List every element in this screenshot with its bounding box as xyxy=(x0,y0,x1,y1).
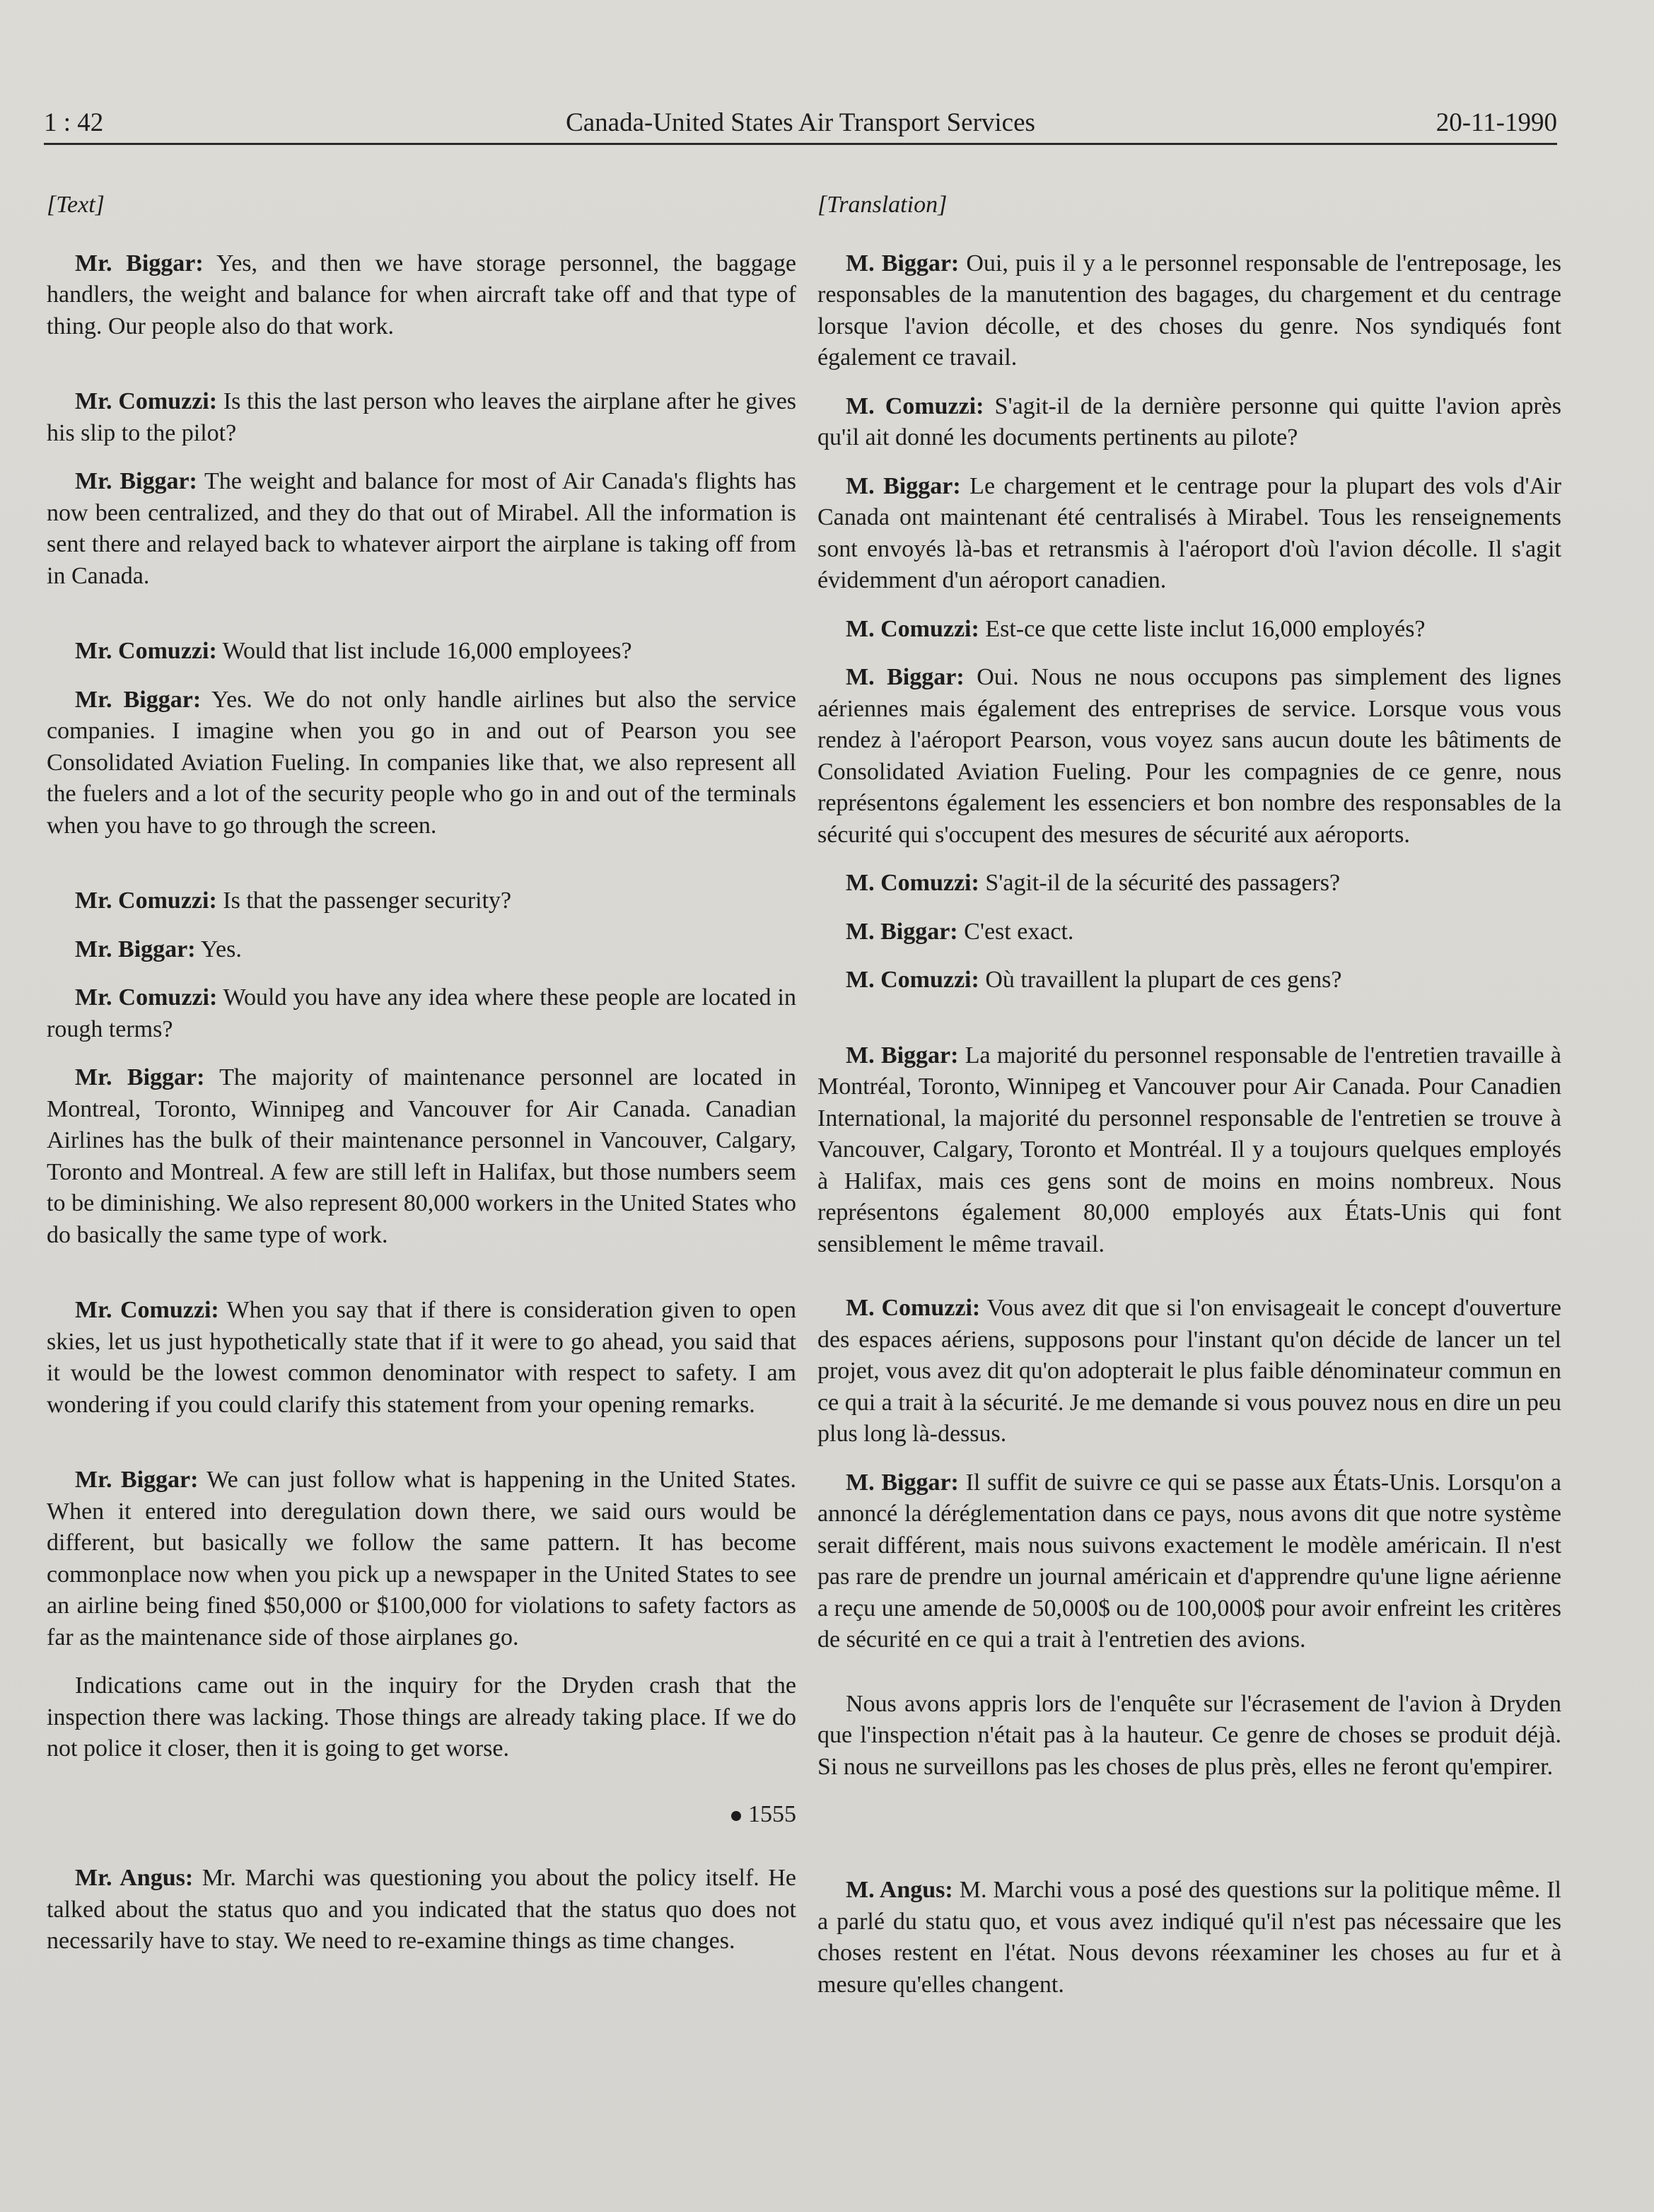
speaker: Mr. Comuzzi: xyxy=(75,638,217,664)
paragraph xyxy=(47,636,796,668)
speaker: M. Biggar: xyxy=(846,664,965,690)
paragraph xyxy=(817,1293,1561,1450)
paragraph xyxy=(817,662,1561,851)
speaker: M. Comuzzi: xyxy=(846,870,979,896)
speaker: M. Comuzzi: xyxy=(846,967,979,993)
speaker: M. Biggar: xyxy=(846,472,961,499)
english-column xyxy=(47,190,796,1957)
text-tag: [Text] xyxy=(47,192,105,218)
speech: Le chargement et le centrage pour la plupart des vols d'Air Canada ont maintenant été centralisés à Mirabel. Tous les renseignements sont envoyés là-bas et retransmis à l'aéroport d'où l'avion décolle. Il s'agit évidemment d'un aéroport canadien. xyxy=(817,472,1561,593)
paragraph xyxy=(47,386,796,449)
speaker: M. Biggar: xyxy=(846,1469,959,1496)
speech: The weight and balance for most of Air Canada's flights has now been centralized, and they do that out of Mirabel. All the information is sent there and relayed back to whatever airport the airplane is taking off from in Canada. xyxy=(47,468,796,589)
paragraph xyxy=(47,885,796,917)
speaker: Mr. Comuzzi: xyxy=(75,388,218,414)
speaker: Mr. Biggar: xyxy=(75,1064,205,1090)
paragraph xyxy=(817,916,1561,948)
speaker: Mr. Biggar: xyxy=(75,250,204,276)
speaker: M. Comuzzi: xyxy=(846,615,979,642)
timestamp: 1555 xyxy=(47,1799,796,1831)
speech: Yes. We do not only handle airlines but also the service companies. I imagine when you go in and out of Pearson you see Consolidated Aviation Fueling. In companies like that, we also represent all the fuelers and a lot of the security people who go in and out of the terminals when you have to go through the screen. xyxy=(47,686,796,839)
speech: Mr. Marchi was questioning you about the policy itself. He talked about the status quo and you indicated that the status quo does not necessarily have to stay. We need to re-examine things as time changes. xyxy=(47,1865,796,1954)
paragraph xyxy=(817,868,1561,900)
paragraph xyxy=(47,466,796,592)
paragraph xyxy=(817,1875,1561,2001)
speech: Vous avez dit que si l'on envisageait le concept d'ouverture des espaces aériens, supposons pour l'instant qu'on décide de lancer un tel projet, vous avez dit qu'on adopterait le plus faible dénominateur commun en ce qui a trait à la sécurité. Je me demande si vous pouvez nous en dire un peu plus long là-dessus. xyxy=(817,1295,1561,1447)
speech: C'est exact. xyxy=(957,918,1074,945)
speech: Yes. xyxy=(195,936,242,962)
speaker: M. Biggar: xyxy=(846,1042,959,1069)
speech: We can just follow what is happening in the United States. When it entered into deregulation down there, we said ours would be different, but basically we follow the same pattern. It has become commonplace now when you pick up a newspaper in the United States to see an airline being fined $50,000 or $100,000 for violations to safety factors as far as the maintenance side of those airplanes go. xyxy=(47,1467,796,1651)
speech: Est-ce que cette liste inclut 16,000 employés? xyxy=(979,615,1426,642)
page-number: 1 : 42 xyxy=(44,108,104,137)
speech: S'agit-il de la dernière personne qui quitte l'avion après qu'il ait donné les documents pertinents au pilote? xyxy=(817,392,1562,450)
speech: Oui. Nous ne nous occupons pas simplement des lignes aériennes mais également des entreprises de service. Lorsque vous vous rendez à l'aéroport Pearson, vous voyez sans aucun doute les bâtiments de Consolidated Aviation Fueling. Pour les compagnies de ce genre, nous représentons également les essenciers et bon nombre des responsables de la sécurité qui s'occupent des mesures de sécurité aux aéroports. xyxy=(817,664,1561,848)
speech: Où travaillent la plupart de ces gens? xyxy=(979,967,1342,993)
speaker: Mr. Comuzzi: xyxy=(75,984,218,1011)
paragraph xyxy=(817,1040,1561,1261)
speech: Is this the last person who leaves the airplane after he gives his slip to the pilot? xyxy=(47,388,797,446)
page-header xyxy=(44,106,1557,145)
paragraph xyxy=(817,965,1561,996)
french-column xyxy=(817,190,1561,2001)
speaker: Mr. Biggar: xyxy=(75,686,202,713)
speech: Oui, puis il y a le personnel responsable de l'entreposage, les responsables de la manutention des bagages, du chargement et du centrage lorsque l'avion décolle, et des choses du genre. Nos syndiqués font également ce travail. xyxy=(817,250,1561,371)
speech: The majority of maintenance personnel are located in Montreal, Toronto, Winnipeg and Vancouver for Air Canada. Canadian Airlines has the bulk of their maintenance personnel in Vancouver, Calgary, Toronto and Montreal. A few are still left in Halifax, but those numbers seem to be diminishing. We also represent 80,000 workers in the United States who do basically the same type of work. xyxy=(47,1064,796,1248)
speaker: M. Biggar: xyxy=(846,918,958,945)
speech: Would you have any idea where these people are located in rough terms? xyxy=(47,984,797,1042)
paragraph xyxy=(47,934,796,966)
paragraph xyxy=(47,982,796,1045)
paragraph xyxy=(47,1863,796,1957)
paragraph xyxy=(47,1062,796,1251)
paragraph xyxy=(47,1295,796,1421)
speaker: M. Comuzzi: xyxy=(846,392,984,419)
paragraph xyxy=(47,1465,796,1653)
paragraph xyxy=(817,1467,1561,1656)
translation-tag: [Translation] xyxy=(817,192,948,218)
speaker: Mr. Comuzzi: xyxy=(75,1297,219,1323)
speaker: Mr. Angus: xyxy=(75,1865,194,1891)
paragraph xyxy=(47,248,796,343)
speaker: Mr. Comuzzi: xyxy=(75,887,217,914)
paragraph xyxy=(817,471,1561,597)
speaker: M. Biggar: xyxy=(846,250,960,276)
speech: La majorité du personnel responsable de l'entretien travaille à Montréal, Toronto, Winnipeg et Vancouver pour Air Canada. Pour Canadien International, la majorité du personnel responsable de l'entretien se trouve à Vancouver, Calgary, Toronto et Montréal. Il y a toujours quelques employés à Halifax, mais ces gens sont de moins en moins nombreux. Nous représentons également 80,000 employés aux États-Unis qui font sensiblement le même travail. xyxy=(817,1042,1561,1257)
page-date: 20-11-1990 xyxy=(1435,108,1557,137)
speaker: M. Angus: xyxy=(846,1877,953,1903)
speaker: Mr. Biggar: xyxy=(75,1467,199,1493)
bullet-icon xyxy=(731,1811,741,1821)
speech: Il suffit de suivre ce qui se passe aux États-Unis. Lorsqu'on a annoncé la déréglementation dans ce pays, nous avons dit que notre système serait différent, mais nous suivons exactement le modèle américain. Il n'est pas rare de prendre un journal américain et d'apprendre qu'une ligne aérienne a reçu une amende de 50,000$ ou de 100,000$ pour avoir enfreint les critères de sécurité en ce qui a trait à l'entretien des avions. xyxy=(817,1469,1561,1653)
speech: Is that the passenger security? xyxy=(216,887,512,914)
page-title: Canada-United States Air Transport Services xyxy=(566,108,1035,137)
speaker: Mr. Biggar: xyxy=(75,936,196,962)
paragraph xyxy=(47,1670,796,1765)
paragraph xyxy=(47,685,796,842)
speech: Nous avons appris lors de l'enquête sur l'écrasement de l'avion à Dryden que l'inspection n'était pas à la hauteur. Ce genre de choses se produit déjà. Si nous ne surveillons pas les choses de plus près, elles ne feront qu'empirer. xyxy=(817,1690,1561,1780)
speech: When you say that if there is consideration given to open skies, let us just hypothetically state that if it were to go ahead, you said that it would be the lowest common denominator with respect to safety. I am wondering if you could clarify this statement from your opening remarks. xyxy=(47,1297,796,1418)
speech: S'agit-il de la sécurité des passagers? xyxy=(979,870,1341,896)
speaker: Mr. Biggar: xyxy=(75,468,197,494)
speech: Would that list include 16,000 employees? xyxy=(216,638,632,664)
paragraph xyxy=(817,391,1561,454)
speech: Yes, and then we have storage personnel, the baggage handlers, the weight and balance for when aircraft take off and that type of thing. Our people also do that work. xyxy=(47,250,796,339)
speaker: M. Comuzzi: xyxy=(846,1295,981,1321)
speech: M. Marchi vous a posé des questions sur la politique même. Il a parlé du statu quo, et vous avez indiqué qu'il n'est pas nécessaire que les choses restent en l'état. Nous devons réexaminer les choses au fur et à mesure qu'elles changent. xyxy=(817,1877,1562,1998)
paragraph xyxy=(817,1689,1561,1783)
paragraph xyxy=(817,614,1561,646)
speech: Indications came out in the inquiry for the Dryden crash that the inspection there was lacking. Those things are already taking place. If we do not police it closer, then it is going to get worse. xyxy=(47,1672,796,1762)
paragraph xyxy=(817,248,1561,374)
